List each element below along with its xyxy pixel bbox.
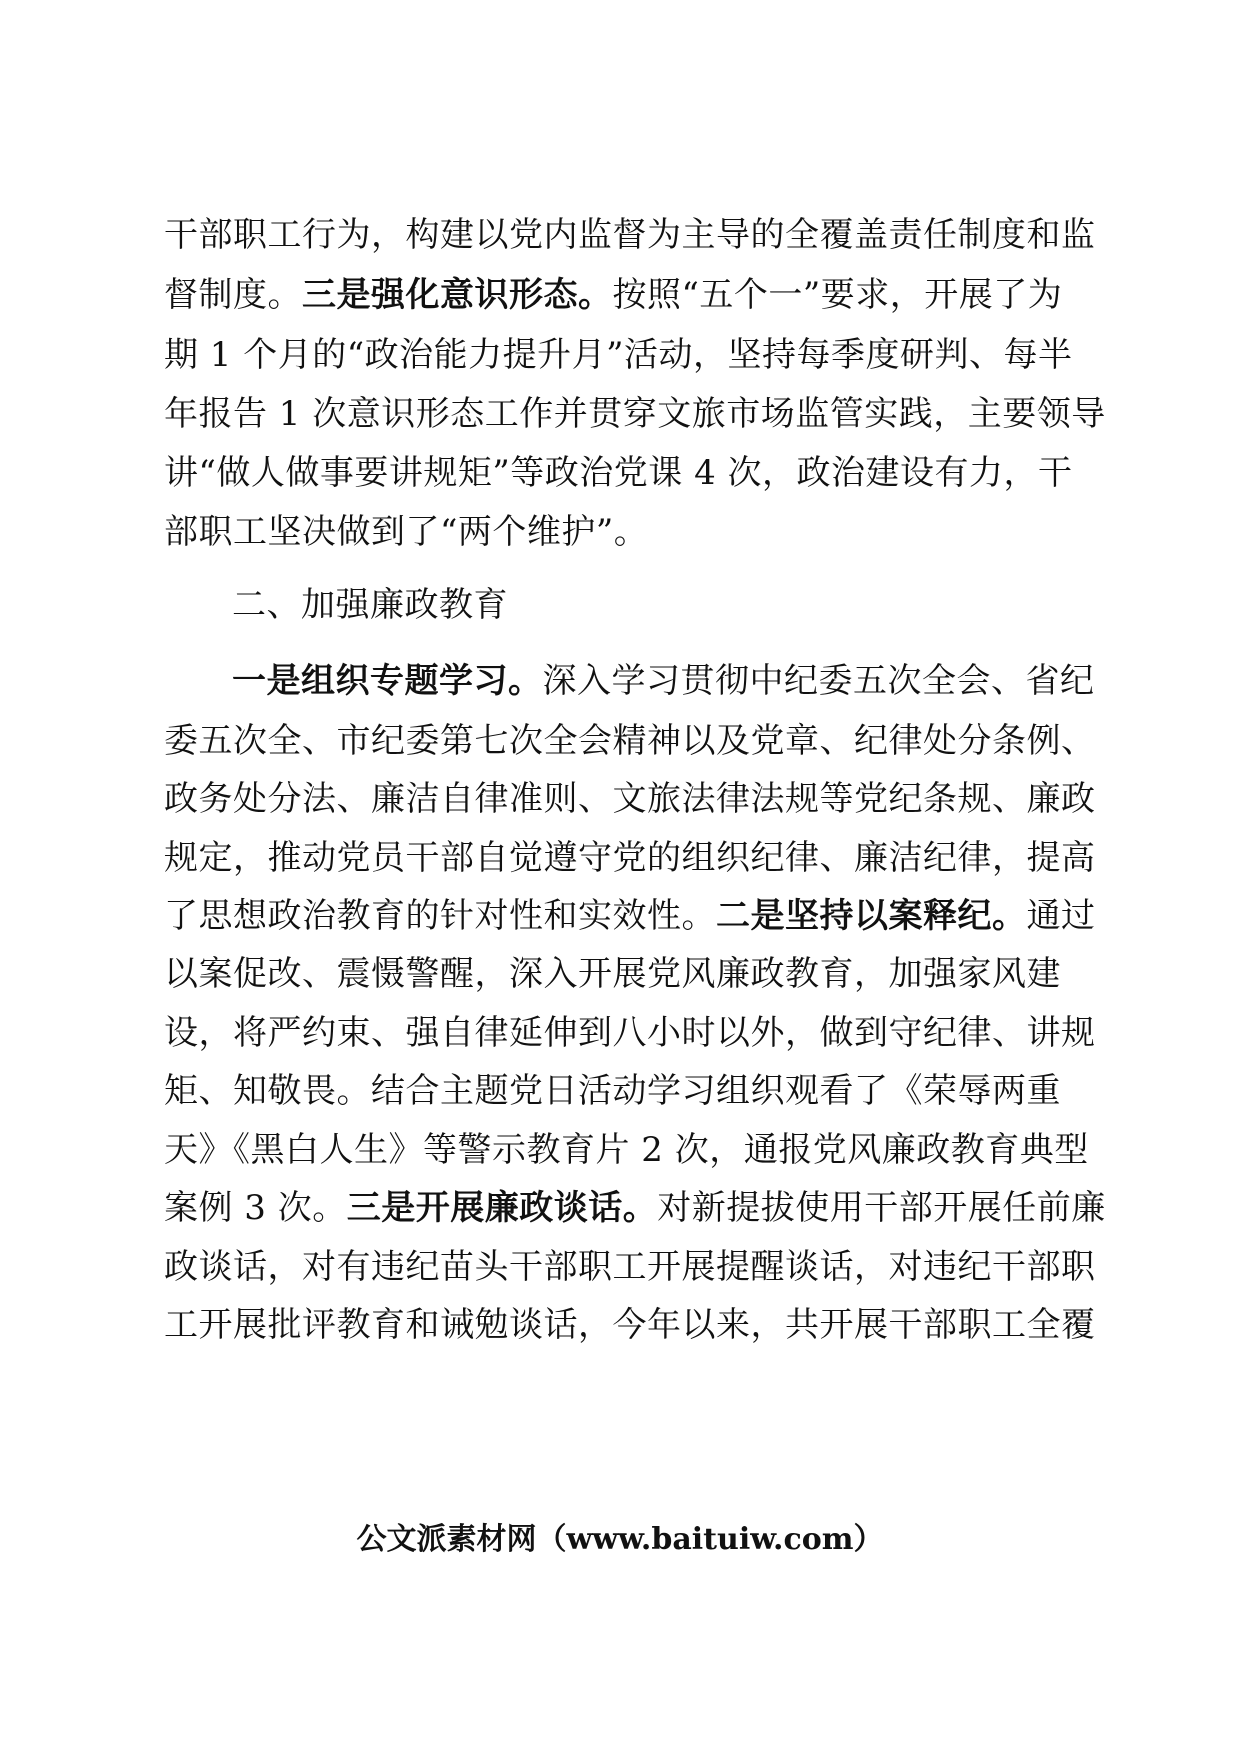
text-run: 矩、知敬畏。结合主题党日活动学习组织观看了《荣辱两重 xyxy=(164,1071,1061,1111)
paragraph-line-3 xyxy=(164,325,1084,385)
paragraph-line-15 xyxy=(164,1120,1089,1180)
text-run: 天》《黑白人生》等警示教育片 2 次，通报党风廉政教育典型 xyxy=(164,1130,1089,1170)
text-run: 规定，推动党员干部自觉遵守党的组织纪律、廉洁纪律，提高 xyxy=(164,838,1096,878)
paragraph-line-4 xyxy=(164,384,1106,444)
paragraph-line-2 xyxy=(164,265,1084,325)
paragraph-line-10 xyxy=(164,828,1096,888)
bold-lead-phrase: 二是坚持以案释纪。 xyxy=(716,896,1027,936)
paragraph-line-17 xyxy=(164,1237,1096,1297)
text-run: 通过 xyxy=(1026,896,1096,936)
section-heading-text: 二、加强廉政教育 xyxy=(232,585,508,625)
paragraph-line-1 xyxy=(164,205,1096,265)
text-run: 委五次全、市纪委第七次全会精神以及党章、纪律处分条例、 xyxy=(164,721,1096,761)
text-run: 部职工坚决做到了“两个维护”。 xyxy=(164,512,649,552)
text-run: 政务处分法、廉洁自律准则、文旅法律法规等党纪条规、廉政 xyxy=(164,779,1096,819)
paragraph-line-9 xyxy=(164,769,1096,829)
text-run: 对新提拔使用干部开展任前廉 xyxy=(657,1188,1106,1228)
text-run: 案例 3 次。 xyxy=(164,1188,347,1228)
paragraph-line-12 xyxy=(164,944,1084,1004)
text-run: 了思想政治教育的针对性和实效性。 xyxy=(164,896,716,936)
paragraph-line-13 xyxy=(164,1003,1096,1063)
text-run: 干部职工行为，构建以党内监督为主导的全覆盖责任制度和监 xyxy=(164,215,1096,255)
text-run: 深入学习贯彻中纪委五次全会、省纪 xyxy=(542,661,1095,701)
text-run: 按照“五个一”要求，开展了为 xyxy=(612,275,1063,315)
paragraph-line-16 xyxy=(164,1178,1106,1238)
paragraph-line-6 xyxy=(164,502,1084,562)
paragraph-line-18 xyxy=(164,1295,1096,1355)
paragraph-line-11 xyxy=(164,886,1096,946)
paragraph-line-7 xyxy=(232,651,1095,711)
paragraph-line-14 xyxy=(164,1061,1084,1121)
page-footer: 公文派素材网（www.baituiw.com） xyxy=(356,1522,884,1557)
text-run: 讲“做人做事要讲规矩”等政治党课 4 次，政治建设有力，干 xyxy=(164,453,1073,493)
text-run: 期 1 个月的“政治能力提升月”活动，坚持每季度研判、每半 xyxy=(164,335,1073,375)
bold-lead-phrase: 三是开展廉政谈话。 xyxy=(346,1188,658,1228)
text-run: 年报告 1 次意识形态工作并贯穿文旅市场监管实践，主要领导 xyxy=(164,394,1106,434)
text-run: 工开展批评教育和诫勉谈话，今年以来，共开展干部职工全覆 xyxy=(164,1305,1096,1345)
bold-lead-phrase: 一是组织专题学习。 xyxy=(232,661,543,701)
text-run: 政谈话，对有违纪苗头干部职工开展提醒谈话，对违纪干部职 xyxy=(164,1247,1096,1287)
text-run: 设，将严约束、强自律延伸到八小时以外，做到守纪律、讲规 xyxy=(164,1013,1096,1053)
section-heading xyxy=(232,575,1084,635)
paragraph-line-8 xyxy=(164,711,1096,771)
text-run: 以案促改、震慑警醒，深入开展党风廉政教育，加强家风建 xyxy=(164,954,1061,994)
bold-lead-phrase: 三是强化意识形态。 xyxy=(302,275,613,315)
text-run: 督制度。 xyxy=(164,275,302,315)
paragraph-line-5 xyxy=(164,443,1084,503)
